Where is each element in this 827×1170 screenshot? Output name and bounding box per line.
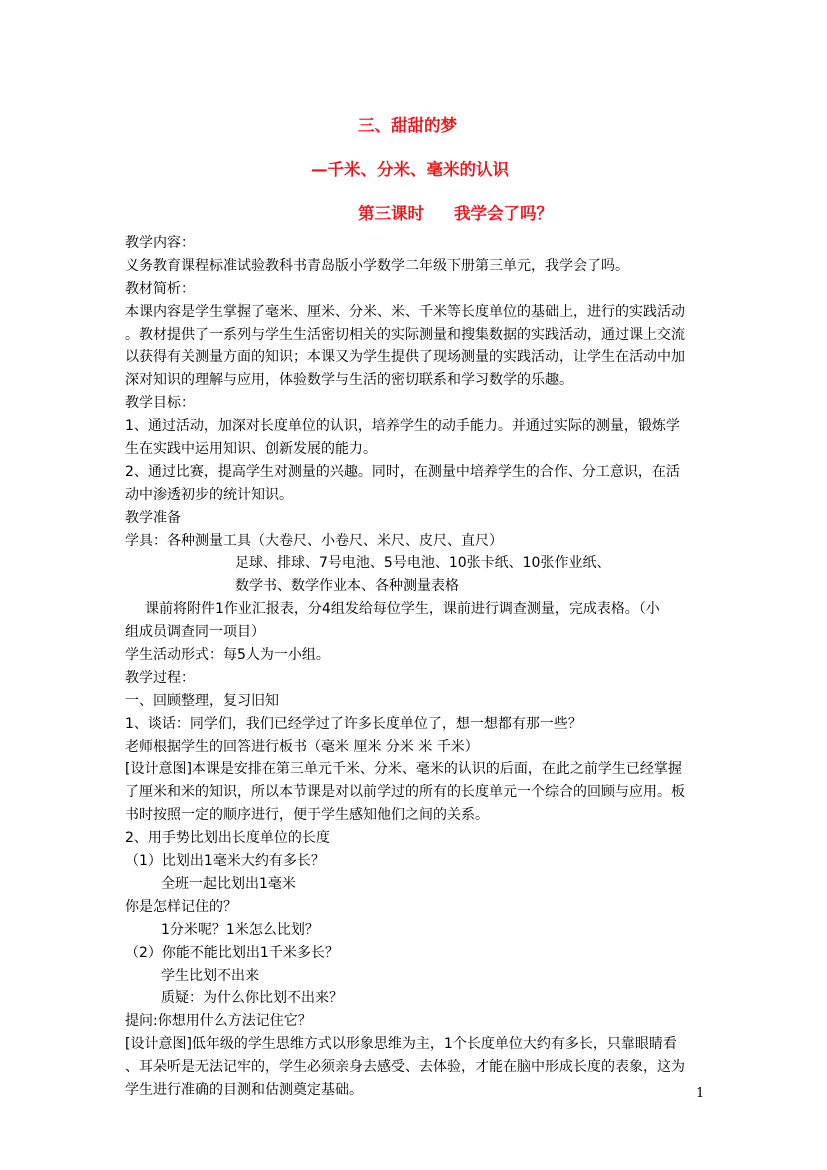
text-line: 全班一起比划出1毫米: [161, 875, 296, 892]
text-line: 学生活动形式：每5人为一小组。: [125, 647, 330, 664]
text-line: 本课内容是学生掌握了毫米、厘米、分米、米、千米等长度单位的基础上，进行的实践活动: [125, 303, 685, 320]
text-line: [设计意图]低年级的学生思维方式以形象思维为主，1个长度单位大约有多长，只靠眼睛看: [125, 1036, 677, 1053]
text-line: 义务教育课程标准试验教科书青岛版小学数学二年级下册第三单元，我学会了吗。: [125, 257, 629, 274]
text-line: 1分米呢？1米怎么比划？: [161, 921, 319, 938]
document-body: [125, 232, 705, 1102]
text-line: 了厘米和米的知识，所以本节课是对以前学过的所有的长度单元一个综合的回顾与应用。板: [125, 784, 685, 801]
text-line: 学生比划不出来: [161, 967, 259, 984]
text-line: 生在实践中运用知识、创新发展的能力。: [125, 441, 377, 458]
text-line: 以获得有关测量方面的知识；本课又为学生提供了现场测量的实践活动，让学生在活动中加: [125, 349, 685, 366]
text-line: 质疑：为什么你比划不出来？: [161, 990, 343, 1007]
text-line: 教学过程：: [125, 669, 195, 686]
text-line: 你是怎样记住的？: [125, 898, 237, 915]
text-line: 深对知识的理解与应用，体验数学与生活的密切联系和学习数学的乐趣。: [125, 372, 573, 389]
text-line: 提问:你想用什么方法记住它？: [125, 1013, 312, 1030]
text-line: 老师根据学生的回答进行板书（毫米 厘米 分米 米 千米）: [125, 738, 479, 755]
text-line: 书时按照一定的顺序进行，便于学生感知他们之间的关系。: [125, 807, 489, 824]
text-line: （2）你能不能比划出1千米多长？: [125, 944, 339, 961]
text-line: 、耳朵听是无法记牢的，学生必须亲身去感受、去体验，才能在脑中形成长度的表象，这为: [125, 1059, 685, 1076]
text-line: 1、谈话：同学们，我们已经学过了许多长度单位了，想一想都有那一些？: [125, 715, 582, 732]
text-line: 学生进行准确的目测和估测奠定基础。: [125, 1081, 363, 1098]
text-line: 动中渗透初步的统计知识。: [125, 486, 293, 503]
text-line: 1、通过活动，加深对长度单位的认识，培养学生的动手能力。并通过实际的测量，锻炼学: [125, 418, 680, 435]
text-line: 数学书、数学作业本、各种测量表格: [235, 578, 459, 595]
text-line: 足球、排球、7号电池、5号电池、10张卡纸、10张作业纸、: [235, 555, 611, 572]
text-line: 教学准备: [125, 509, 181, 526]
period-label: 第三课时: [358, 204, 424, 223]
text-line: [设计意图]本课是安排在第三单元千米、分米、毫米的认识的后面，在此之前学生已经掌握: [125, 761, 682, 778]
text-line: 一、回顾整理，复习旧知: [125, 692, 279, 709]
text-line: 教学目标：: [125, 395, 195, 412]
text-line: 教学内容：: [125, 235, 195, 251]
text-line: 。教材提供了一系列与学生生活密切相关的实际测量和搜集数据的实践活动，通过课上交流: [125, 326, 685, 343]
text-line: 课前将附件1作业汇报表，分4组发给每位学生，课前进行调查测量，完成表格。（小: [145, 601, 660, 618]
page-number: 1: [696, 1086, 705, 1101]
text-line: 2、通过比赛，提高学生对测量的兴趣。同时，在测量中培养学生的合作、分工意识，在活: [125, 463, 680, 480]
text-line: （1）比划出1毫米大约有多长？: [125, 853, 325, 870]
text-line: 学具：各种测量工具（大卷尺、小卷尺、米尺、皮尺、直尺）: [125, 532, 503, 549]
lesson-period-title: [358, 200, 553, 224]
text-line: 组成员调查同一项目）: [125, 624, 265, 641]
period-topic: 我学会了吗？: [454, 204, 553, 223]
lesson-subtitle: —千米、分米、毫米的认识: [311, 160, 509, 179]
lesson-title: 三、甜甜的梦: [358, 116, 457, 135]
text-line: 2、用手势比划出长度单位的长度: [125, 830, 330, 847]
text-line: 教材简析：: [125, 280, 195, 297]
